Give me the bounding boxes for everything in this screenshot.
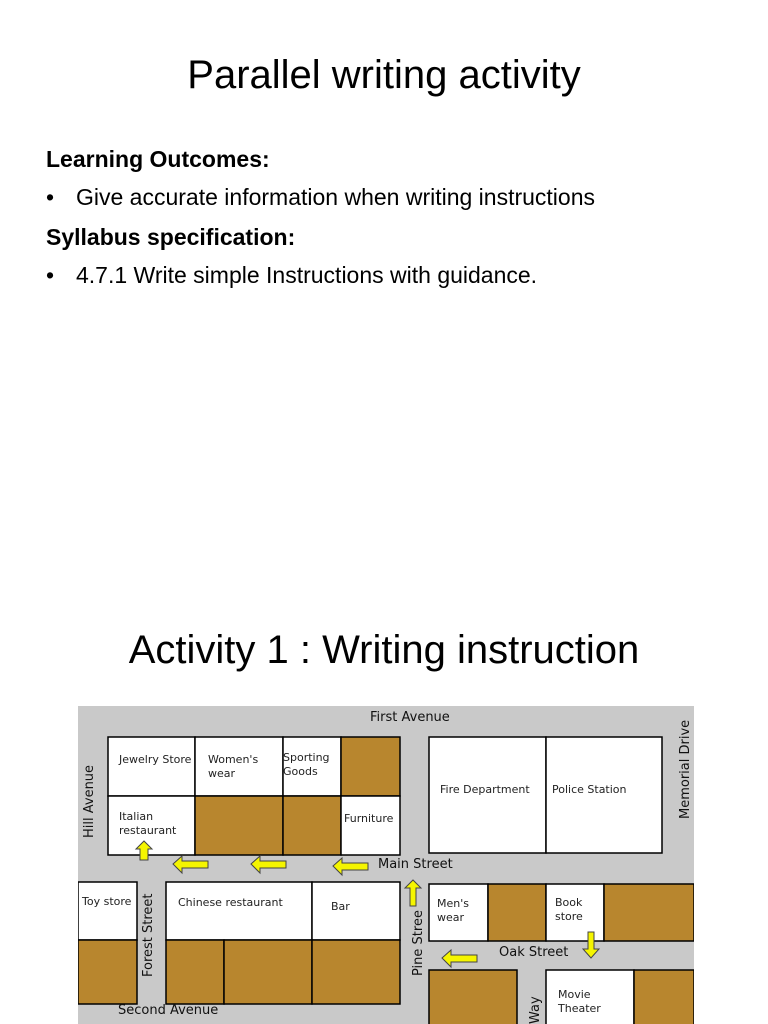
toy-store-building — [78, 882, 137, 940]
jewelry-store-building — [108, 737, 195, 796]
empty-lot — [78, 940, 137, 1004]
book-store-label-line2: store — [555, 910, 583, 923]
empty-lot — [634, 970, 694, 1024]
mens-wear-label-line2: wear — [437, 911, 465, 924]
empty-lot — [195, 796, 283, 855]
book-store-label-line1: Book — [555, 896, 583, 909]
syllabus-item — [46, 258, 746, 292]
street-map-svg — [78, 706, 694, 1024]
bullet-icon: • — [46, 262, 55, 288]
activity-title: Activity 1 : Writing instruction — [128, 628, 640, 672]
movie-theater-label-line2: Theater — [558, 1002, 601, 1015]
pine-street-label: Pine Stree — [411, 910, 426, 976]
womens-wear-label-line1: Women's — [208, 753, 259, 766]
learning-outcomes-heading: Learning Outcomes: — [46, 146, 270, 172]
learning-outcome-item — [46, 180, 746, 214]
toy-store-label: Toy store — [82, 895, 132, 908]
furniture-building — [341, 796, 400, 855]
empty-lot — [312, 940, 400, 1004]
chinese-restaurant-label: Chinese restaurant — [178, 896, 283, 909]
first-avenue-label: First Avenue — [370, 710, 450, 725]
bar-label: Bar — [331, 900, 350, 913]
womens-wear-label-line2: wear — [208, 767, 236, 780]
main-street-label: Main Street — [378, 857, 453, 872]
learning-outcome-text: Give accurate information when writing instructions — [76, 184, 596, 210]
italian-restaurant-label-line2: restaurant — [119, 824, 177, 837]
sporting-goods-label-line1: Sporting — [283, 751, 330, 764]
italian-restaurant-label-line1: Italian — [119, 810, 154, 823]
furniture-label: Furniture — [344, 812, 394, 825]
movie-theater-label-line1: Movie — [558, 988, 591, 1001]
sporting-goods-label-line2: Goods — [283, 765, 318, 778]
empty-lot — [341, 737, 400, 796]
jewelry-store-label: Jewelry Store — [119, 753, 192, 766]
chinese-restaurant-building — [166, 882, 312, 940]
bottom-way-label: Way — [528, 996, 543, 1024]
memorial-drive-label: Memorial Drive — [678, 719, 693, 819]
empty-lot — [604, 884, 694, 941]
street-map — [78, 706, 694, 1024]
empty-lot — [283, 796, 341, 855]
empty-lot — [224, 940, 312, 1004]
slide-content — [46, 142, 746, 298]
empty-lot — [488, 884, 546, 941]
hill-avenue-label: Hill Avenue — [82, 764, 97, 838]
police-station-label: Police Station — [552, 783, 627, 796]
bullet-icon: • — [46, 184, 55, 210]
syllabus-heading: Syllabus specification: — [46, 224, 296, 250]
forest-street-label: Forest Street — [141, 893, 156, 977]
mens-wear-label-line1: Men's — [437, 897, 469, 910]
empty-lot — [429, 970, 517, 1024]
bar-building — [312, 882, 400, 940]
empty-lot — [166, 940, 224, 1004]
fire-department-label: Fire Department — [440, 783, 530, 796]
oak-street-label: Oak Street — [499, 945, 569, 960]
syllabus-item-text: 4.7.1 Write simple Instructions with guidance. — [76, 262, 538, 288]
slide-title: Parallel writing activity — [187, 53, 581, 97]
second-avenue-label: Second Avenue — [118, 1003, 219, 1018]
